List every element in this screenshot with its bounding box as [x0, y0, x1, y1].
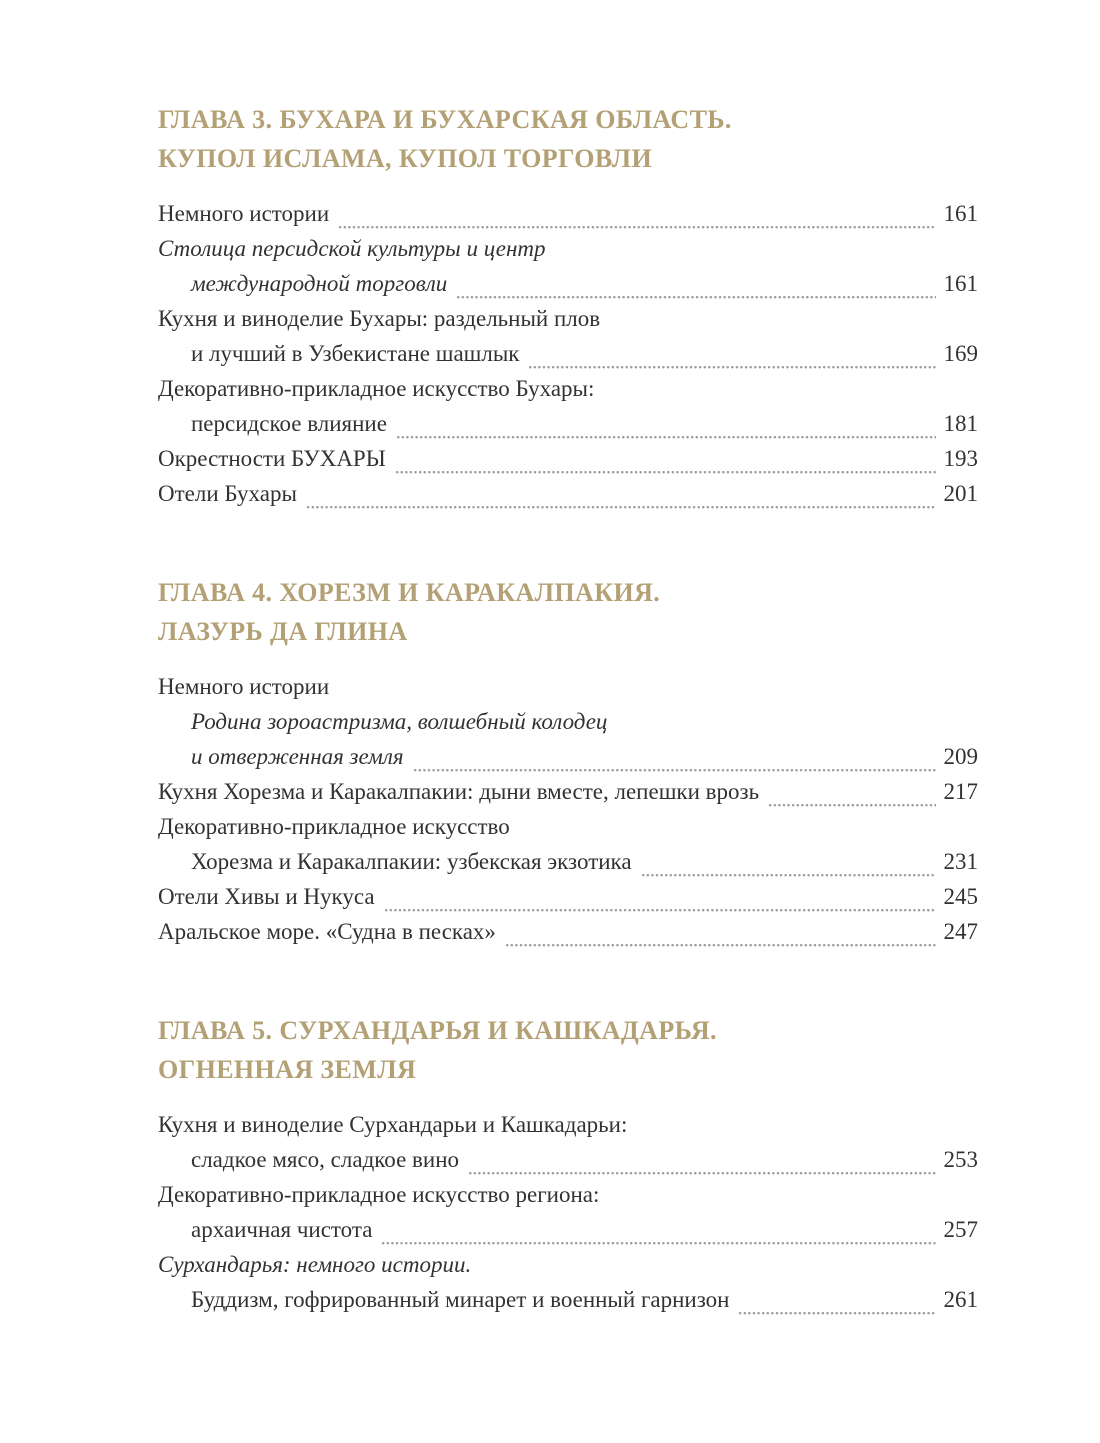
entry-text: Отели Хивы и Нукуса	[158, 884, 375, 909]
page-number: 209	[943, 744, 978, 769]
toc-entry	[158, 196, 978, 231]
toc-entry	[158, 1247, 978, 1317]
entry-text: Декоративно-прикладное искусство	[158, 814, 510, 839]
chapter-heading-line: ОГНЕННАЯ ЗЕМЛЯ	[158, 1055, 417, 1084]
dot-leader	[506, 939, 936, 949]
page-number: 245	[943, 884, 978, 909]
toc-entry	[158, 809, 978, 879]
entry-line	[158, 1282, 978, 1317]
dot-leader	[769, 799, 935, 809]
toc-entry	[158, 371, 978, 441]
entry-text: Отели Бухары	[158, 481, 297, 506]
entry-line	[158, 739, 978, 774]
dot-leader	[339, 221, 935, 231]
dot-leader	[385, 904, 936, 914]
dot-leader	[642, 869, 936, 879]
toc-entry	[158, 704, 978, 774]
chapter-heading-line: КУПОЛ ИСЛАМА, КУПОЛ ТОРГОВЛИ	[158, 144, 653, 173]
dot-leader	[396, 466, 936, 476]
entry-text: международной торговли	[191, 271, 448, 296]
page-number: 253	[943, 1147, 978, 1172]
entry-list	[158, 669, 978, 949]
entry-text: Столица персидской культуры и центр	[158, 236, 546, 261]
entry-text: Сурхандарья: немного истории.	[158, 1252, 472, 1277]
entry-text: Буддизм, гофрированный минарет и военный гарнизон	[191, 1287, 730, 1312]
entry-line	[158, 1212, 978, 1247]
chapter-section	[158, 1011, 978, 1317]
dot-leader	[307, 501, 936, 511]
entry-line	[158, 231, 978, 266]
entry-list	[158, 1107, 978, 1317]
toc-entry	[158, 1107, 978, 1177]
dot-leader	[469, 1167, 935, 1177]
entry-line	[158, 774, 978, 809]
entry-text: Кухня и виноделие Сурхандарьи и Кашкадарьи:	[158, 1112, 628, 1137]
dot-leader	[529, 361, 935, 371]
entry-text: Хорезма и Каракалпакии: узбекская экзотика	[191, 849, 632, 874]
toc-entry	[158, 914, 978, 949]
entry-text: и лучший в Узбекистане шашлык	[191, 341, 520, 366]
page-number: 161	[943, 271, 978, 296]
entry-text: Кухня Хорезма и Каракалпакии: дыни вместе, лепешки врозь	[158, 779, 760, 804]
entry-line	[158, 844, 978, 879]
chapter-heading	[158, 573, 978, 651]
entry-line	[158, 809, 978, 844]
chapter-section	[158, 573, 978, 949]
entry-line	[158, 704, 978, 739]
entry-line	[158, 371, 978, 406]
page-number: 257	[943, 1217, 978, 1242]
toc-entry	[158, 774, 978, 809]
chapter-heading-line: ГЛАВА 3. БУХАРА И БУХАРСКАЯ ОБЛАСТЬ.	[158, 105, 732, 134]
entry-text: персидское влияние	[191, 411, 387, 436]
page-number: 181	[943, 411, 978, 436]
dot-leader	[382, 1237, 935, 1247]
entry-text: Декоративно-прикладное искусство региона:	[158, 1182, 600, 1207]
entry-line	[158, 336, 978, 371]
dot-leader	[397, 431, 936, 441]
toc-entry	[158, 231, 978, 301]
entry-text: Кухня и виноделие Бухары: раздельный плов	[158, 306, 601, 331]
entry-line	[158, 669, 978, 704]
page-number: 231	[943, 849, 978, 874]
toc-entry	[158, 1177, 978, 1247]
entry-line	[158, 266, 978, 301]
entry-text: Аральское море. «Судна в песках»	[158, 919, 496, 944]
chapter-heading-line: ГЛАВА 5. СУРХАНДАРЬЯ И КАШКАДАРЬЯ.	[158, 1016, 717, 1045]
toc-entry	[158, 301, 978, 371]
dot-leader	[457, 291, 935, 301]
entry-line	[158, 1247, 978, 1282]
dot-leader	[739, 1307, 935, 1317]
toc-entry	[158, 669, 978, 704]
page-number: 201	[943, 481, 978, 506]
chapter-heading	[158, 1011, 978, 1089]
entry-line	[158, 301, 978, 336]
chapter-heading	[158, 100, 978, 178]
toc-entry	[158, 441, 978, 476]
entry-text: сладкое мясо, сладкое вино	[191, 1147, 460, 1172]
entry-line	[158, 914, 978, 949]
page-number: 247	[943, 919, 978, 944]
entry-text: Немного истории	[158, 201, 330, 226]
entry-text: и отверженная земля	[191, 744, 404, 769]
page-number: 193	[943, 446, 978, 471]
page-number: 169	[943, 341, 978, 366]
page-number: 261	[943, 1287, 978, 1312]
entry-line	[158, 1107, 978, 1142]
page-number: 217	[943, 779, 978, 804]
entry-line	[158, 196, 978, 231]
entry-text: Родина зороастризма, волшебный колодец	[191, 709, 608, 734]
chapter-heading-line: ГЛАВА 4. ХОРЕЗМ И КАРАКАЛПАКИЯ.	[158, 578, 661, 607]
entry-line	[158, 879, 978, 914]
entry-list	[158, 196, 978, 511]
entry-line	[158, 441, 978, 476]
entry-line	[158, 476, 978, 511]
toc-entry	[158, 879, 978, 914]
toc-entry	[158, 476, 978, 511]
chapter-section	[158, 100, 978, 511]
entry-line	[158, 1142, 978, 1177]
entry-text: Окрестности БУХАРЫ	[158, 446, 386, 471]
chapter-heading-line: ЛАЗУРЬ ДА ГЛИНА	[158, 617, 408, 646]
entry-text: Немного истории	[158, 674, 330, 699]
table-of-contents	[158, 100, 978, 1317]
entry-line	[158, 1177, 978, 1212]
entry-line	[158, 406, 978, 441]
entry-text: Декоративно-прикладное искусство Бухары:	[158, 376, 595, 401]
page-number: 161	[943, 201, 978, 226]
dot-leader	[414, 764, 936, 774]
entry-text: архаичная чистота	[191, 1217, 373, 1242]
